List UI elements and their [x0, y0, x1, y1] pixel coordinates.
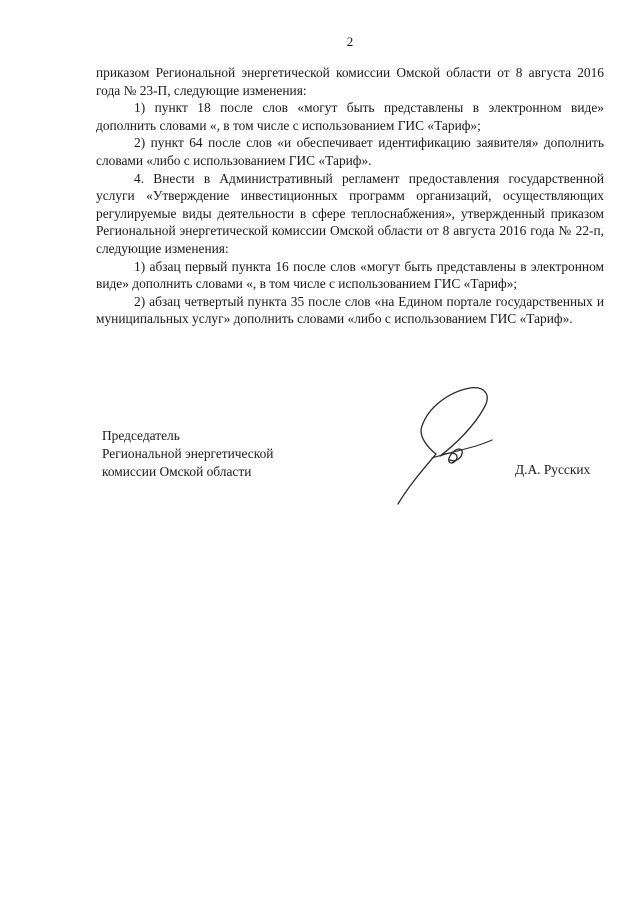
signatory-title-line: комиссии Омской области	[102, 464, 252, 479]
signatory-title	[102, 427, 273, 481]
paragraph-item-2b: 2) абзац четвертый пункта 35 после слов «на Едином портале государственных и муниципальных услуг» дополнить словами «либо с использованием ГИС «Тариф».	[96, 293, 604, 327]
paragraph-continuation: приказом Региональной энергетической комиссии Омской области от 8 августа 2016 года № 23-П, следующие изменения:	[96, 65, 604, 98]
page-number: 2	[346, 34, 354, 49]
signatory-title-line: Председатель	[102, 428, 180, 443]
paragraph-item-1b: 1) абзац первый пункта 16 после слов «могут быть представлены в электронном виде» дополнить словами «, в том числе с использованием ГИС «Тариф»;	[96, 258, 604, 292]
paragraph-item-1: 1) пункт 18 после слов «могут быть представлены в электронном виде» дополнить словами «, в том числе с использованием ГИС «Тариф»;	[96, 100, 604, 133]
document-body	[96, 64, 604, 328]
signatory-title-line: Региональной энергетической	[102, 446, 274, 461]
signer-name: Д.А. Русских	[515, 462, 591, 477]
paragraph-section-4: 4. Внести в Административный регламент предоставления государственной услуги «Утверждение инвестиционных программ организаций, осуществляющих регулируемые виды деятельности в сфере теплоснабжения», утвержденный приказом Региональной энергетической комиссии Омской области от 8 августа 2016 года № 22-п, следующие изменения:	[96, 170, 604, 256]
paragraph-item-2: 2) пункт 64 после слов «и обеспечивает идентификацию заявителя» дополнить словами «либо с использованием ГИС «Тариф».	[96, 135, 604, 168]
handwritten-signature	[392, 384, 502, 508]
